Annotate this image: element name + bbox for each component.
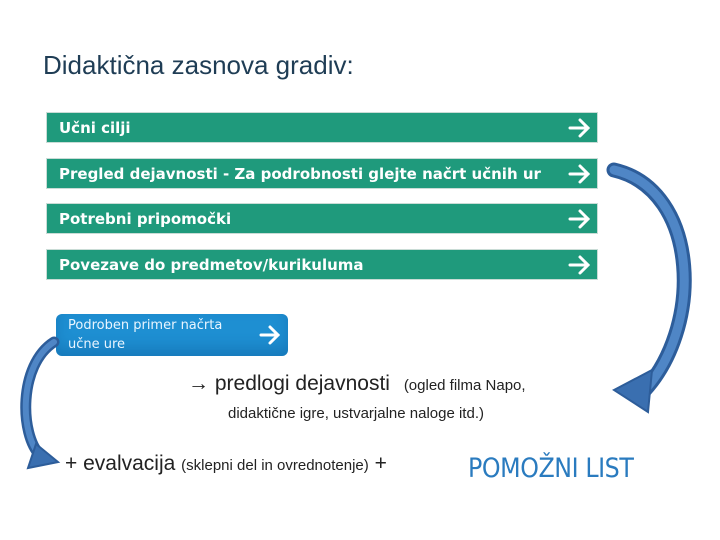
plus-sign: +: [374, 452, 387, 475]
arrow-glyph: →: [188, 372, 209, 395]
activities-note: (ogled filma Napo,: [403, 377, 526, 394]
button-label-line2: učne ure: [68, 337, 126, 352]
evaluation-text: + evalvacija: [65, 452, 176, 475]
worksheet-link[interactable]: POMOŽNI LIST: [468, 452, 634, 484]
page-title: Didaktična zasnova gradiv:: [43, 50, 354, 80]
bar-label: Učni cilji: [59, 118, 131, 137]
bar-label: Pregled dejavnosti - Za podrobnosti glejte načrt učnih ur: [59, 164, 541, 183]
bar-label: Potrebni pripomočki: [59, 209, 232, 228]
curved-arrow-left-icon: [26, 342, 58, 468]
curved-arrow-right-icon: [614, 170, 684, 412]
evaluation-line: [65, 452, 387, 476]
bar-label: Povezave do predmetov/kurikuluma: [59, 255, 364, 274]
button-label-line1: Podroben primer načrta: [68, 318, 223, 333]
activities-line: [188, 372, 526, 396]
activities-text: predlogi dejavnosti: [214, 372, 390, 395]
activities-note-continued: didaktične igre, ustvarjalne naloge itd.): [228, 405, 484, 422]
evaluation-note: (sklepni del in ovrednotenje): [181, 457, 369, 474]
